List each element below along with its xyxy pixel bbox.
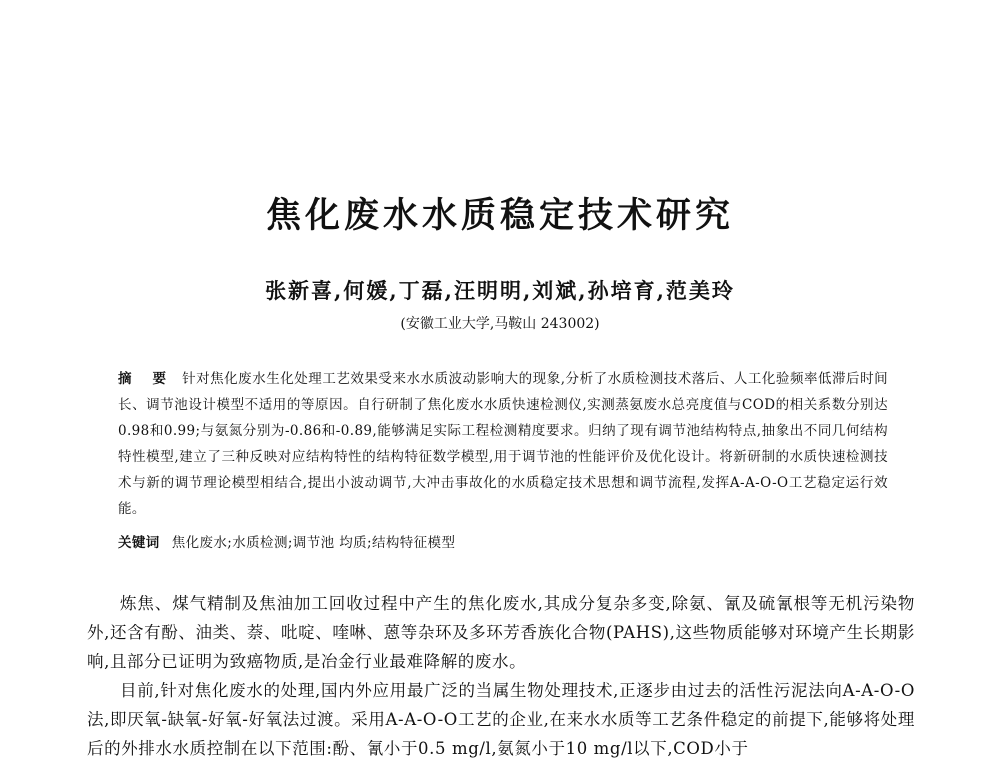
abstract bbox=[118, 366, 888, 522]
body-paragraph-1: 炼焦、煤气精制及焦油加工回收过程中产生的焦化废水,其成分复杂多变,除氨、氰及硫氰根等无机污染物外,还含有酚、油类、萘、吡啶、喹啉、蒽等杂环及多环芳香族化合物(PAHS),这些物质能够对环境产生长期影响,且部分已证明为致癌物质,是冶金行业最难降解的废水。 bbox=[87, 594, 915, 671]
keywords bbox=[118, 531, 888, 551]
body-text bbox=[87, 589, 915, 763]
abstract-text: 针对焦化废水生化处理工艺效果受来水水质波动影响大的现象,分析了水质检测技术落后、人工化验频率低滞后时间长、调节池设计模型不适用的等原因。自行研制了焦化废水水质快速检测仪,实测蒸氨废水总亮度值与COD的相关系数分别达0.98和0.99;与氨氮分别为-0.86和-0.89,能够满足实际工程检测精度要求。归纳了现有调节池结构特点,抽象出不同几何结构特性模型,建立了三种反映对应结构特性的结构特征数学模型,用于调节池的性能评价及优化设计。将新研制的水质快速检测技术与新的调节理论模型相结合,提出小波动调节,大冲击事故化的水质稳定技术思想和调节流程,发挥A-A-O-O工艺稳定运行效能。 bbox=[118, 371, 888, 517]
affiliation: (安徽工业大学,马鞍山 243002) bbox=[400, 316, 600, 332]
abstract-label: 摘 要 bbox=[118, 371, 175, 387]
keywords-label: 关键词 bbox=[118, 535, 160, 551]
body-paragraph-2: 目前,针对焦化废水的处理,国内外应用最广泛的当属生物处理技术,正逐步由过去的活性污泥法向A-A-O-O法,即厌氧-缺氧-好氧-好氧法过渡。采用A-A-O-O工艺的企业,在来水水质等工艺条件稳定的前提下,能够将处理后的外排水水质控制在以下范围:酚、氰小于0.5 mg/l,氨氮小于10 mg/l以下,COD小于 bbox=[87, 681, 915, 758]
keywords-text: 焦化废水;水质检测;调节池 均质;结构特征模型 bbox=[171, 535, 456, 551]
author-list: 张新喜,何媛,丁磊,汪明明,刘斌,孙培育,范美玲 bbox=[265, 278, 735, 303]
paper-title: 焦化废水水质稳定技术研究 bbox=[265, 195, 734, 236]
